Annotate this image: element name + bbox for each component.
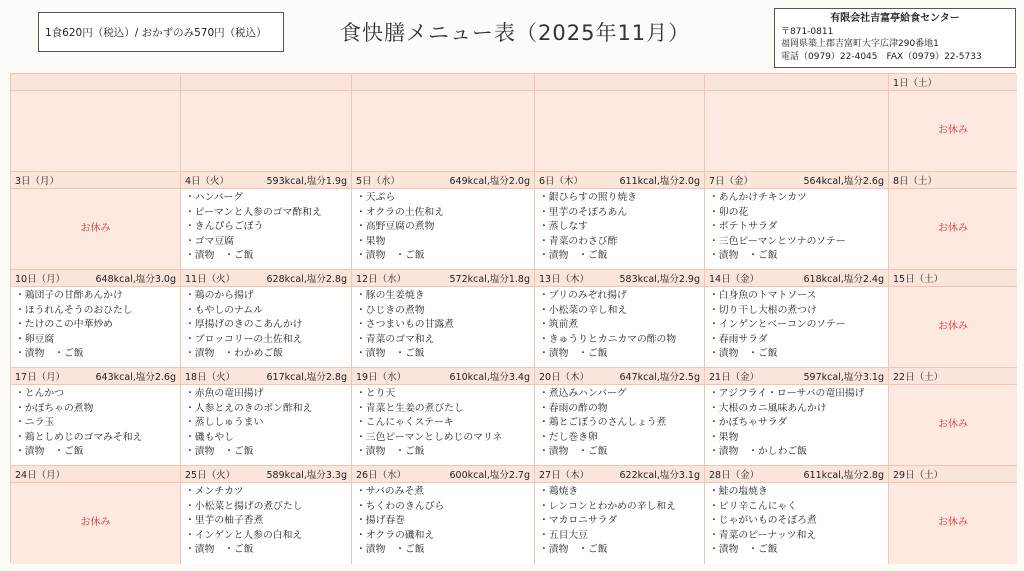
day-cell [889,172,1017,270]
day-header [11,172,180,189]
day-date: 5日（水） [356,176,401,187]
day-date: 17日（月） [15,372,66,383]
day-cell [181,74,352,172]
menu-item: ・ハンバーグ [185,192,244,203]
holiday-label: お休み [80,222,111,234]
day-header [11,270,180,287]
day-nutrition: 618kcal,塩分2.4g [803,274,884,285]
day-date: 14日（金） [709,274,760,285]
day-header [181,368,351,385]
menu-item: ・漬物 ・かしわご飯 [709,446,807,457]
menu-list [352,287,534,367]
holiday-label: お休み [938,222,968,234]
day-nutrition: 583kcal,塩分2.9g [619,274,700,285]
menu-item: ・さつまいもの甘露煮 [356,319,454,330]
company-postal: 〒871-0811 [781,26,834,37]
menu-item: ・鮭の塩焼き [709,486,768,497]
menu-item: ・人参とえのきのポン酢和え [185,402,313,414]
menu-item: ・里芋の柚子香煮 [185,515,264,526]
menu-list [181,287,351,367]
menu-item: ・鶏とごぼうのさんしょう煮 [539,417,667,428]
day-cell [11,172,181,270]
menu-item: ・蒸しなす [539,221,588,232]
menu-list [705,483,888,564]
day-header [181,466,351,483]
day-cell [535,466,705,564]
menu-item: ・漬物 ・ご飯 [185,544,254,555]
menu-item: ・高野豆腐の煮物 [356,221,435,232]
day-header [705,74,888,91]
day-header [889,172,1017,189]
menu-item: ・ポテトサラダ [709,221,778,232]
menu-item: ・五目大豆 [539,529,588,541]
day-date: 13日（木） [539,274,590,285]
day-cell [352,270,535,368]
price-box [38,12,284,52]
menu-item: ・漬物 ・ご飯 [15,446,84,457]
menu-list [535,483,704,564]
menu-item: ・レンコンとわかめの辛し和え [539,500,676,512]
menu-item: ・三色ピーマンとしめじのマリネ [356,431,503,443]
empty-day [11,91,180,171]
menu-item: ・ブリのみぞれ揚げ [539,290,627,301]
day-nutrition: 622kcal,塩分3.1g [619,470,700,481]
day-header [352,172,534,189]
menu-item: ・ピリ辛こんにゃく [709,500,797,512]
menu-item: ・きんぴらごぼう [185,221,264,232]
menu-list [181,385,351,465]
day-header [535,368,704,385]
holiday-label: お休み [938,124,968,136]
menu-item: ・春雨の酢の物 [539,402,608,414]
day-header [705,466,888,483]
menu-item: ・卯の花 [709,206,749,218]
menu-item: ・サバのみそ煮 [356,486,424,497]
day-date: 28日（金） [709,470,760,481]
day-header [705,172,888,189]
day-cell [705,172,889,270]
company-info [774,8,1016,68]
menu-item: ・磯もやし [185,431,234,443]
menu-item: ・ひじきの煮物 [356,304,425,316]
day-date: 29日（土） [893,470,944,481]
day-cell [705,74,889,172]
menu-item: ・卵豆腐 [15,333,55,345]
day-cell [889,74,1017,172]
holiday-label: お休み [80,517,111,529]
holiday-label: お休み [938,517,968,529]
menu-list [352,483,534,564]
day-nutrition: 610kcal,塩分3.4g [449,372,530,383]
menu-item: ・鶏団子の甘酢あんかけ [15,290,123,301]
day-cell [535,368,705,466]
empty-day [705,91,888,171]
day-date: 10日（月） [15,274,66,285]
menu-item: ・漬物 ・ご飯 [185,250,254,261]
day-date: 1日（土） [893,78,938,89]
menu-item: ・漬物 ・ご飯 [539,348,608,359]
menu-item: ・アジフライ・ローサバの竜田揚げ [709,388,865,399]
menu-item: ・天ぷら [356,192,396,203]
menu-item: ・赤魚の竜田揚げ [185,388,264,399]
day-date: 12日（水） [356,274,407,285]
day-cell [535,270,705,368]
menu-item: ・小松菜と揚げの煮びたし [185,500,303,512]
day-cell [705,270,889,368]
menu-item: ・春雨サラダ [709,333,768,345]
menu-item: ・揚げ春巻 [356,515,405,526]
menu-item: ・こんにゃくステーキ [356,417,454,428]
day-cell [535,172,705,270]
day-nutrition: 597kcal,塩分3.1g [803,372,884,383]
menu-item: ・里芋のそぼろあん [539,206,628,218]
menu-item: ・果物 [356,235,386,247]
menu-list [181,189,351,269]
company-phone: 電話（0979）22-4045 FAX（0979）22-5733 [781,51,982,62]
menu-list [705,189,888,269]
menu-item: ・ちくわのきんぴら [356,500,445,512]
holiday-box [889,483,1017,564]
day-date: 19日（水） [356,372,407,383]
day-cell [352,74,535,172]
day-date: 6日（木） [539,176,584,187]
menu-item: ・もやしのナムル [185,304,263,316]
menu-list [352,189,534,269]
price-text: 1食620円（税込）/ おかずのみ570円（税込） [45,26,267,39]
menu-item: ・漬物 ・ご飯 [15,348,84,359]
day-date: 18日（火） [185,372,236,383]
day-header [181,172,351,189]
day-date: 8日（土） [893,176,938,187]
menu-item: ・鶏のから揚げ [185,290,254,301]
day-header [889,270,1017,287]
day-cell [705,466,889,564]
holiday-box [11,189,180,269]
menu-item: ・あんかけチキンカツ [709,192,807,203]
day-header [352,270,534,287]
day-cell [889,270,1017,368]
day-cell [352,466,535,564]
day-header [889,466,1017,483]
menu-item: ・三色ピーマンとツナのソテー [709,235,846,247]
day-date: 15日（土） [893,274,944,285]
menu-item: ・ほうれんそうのおひたし [15,304,133,316]
menu-item: ・漬物 ・ご飯 [356,544,425,555]
menu-item: ・きゅうりとカニカマの酢の物 [539,333,677,345]
menu-item: ・漬物 ・ご飯 [709,544,778,555]
menu-item: ・漬物 ・ご飯 [539,250,608,261]
day-header [181,270,351,287]
menu-item: ・インゲンとベーコンのソテー [709,319,846,330]
day-cell [11,74,181,172]
menu-item: ・オクラの土佐和え [356,206,444,218]
holiday-label: お休み [938,418,968,430]
day-nutrition: 617kcal,塩分2.8g [266,372,347,383]
holiday-box [889,385,1017,465]
menu-item: ・漬物 ・ご飯 [709,250,778,261]
holiday-box [11,483,180,564]
menu-list [181,483,351,564]
menu-item: ・漬物 ・ご飯 [356,348,425,359]
day-header [11,368,180,385]
menu-item: ・オクラの磯和え [356,529,435,541]
menu-item: ・大根のカニ風味あんかけ [709,402,827,414]
day-header [352,466,534,483]
day-header [705,270,888,287]
menu-item: ・ブロッコリーの土佐和え [185,333,303,345]
menu-item: ・だし巻き卵 [539,431,598,443]
day-nutrition: 628kcal,塩分2.8g [266,274,347,285]
day-date: 4日（火） [185,176,230,187]
day-nutrition: 649kcal,塩分2.0g [449,176,530,187]
day-header [889,368,1017,385]
day-date: 25日（火） [185,470,236,481]
menu-item: ・漬物 ・ご飯 [539,446,608,457]
day-nutrition: 643kcal,塩分2.6g [95,372,176,383]
menu-item: ・インゲンと人参の白和え [185,529,303,541]
menu-list [11,385,180,465]
day-header [352,74,534,91]
day-header [181,74,351,91]
menu-item: ・豚の生姜焼き [356,290,425,301]
day-header [352,368,534,385]
menu-item: ・漬物 ・ご飯 [185,446,254,457]
menu-item: ・青菜のわさび酢 [539,235,618,247]
holiday-box [889,287,1017,367]
menu-item: ・銀ひらすの照り焼き [539,192,637,203]
day-nutrition: 564kcal,塩分2.6g [803,176,884,187]
day-nutrition: 648kcal,塩分3.0g [95,274,176,285]
day-cell [705,368,889,466]
menu-item: ・青菜のゴマ和え [356,333,435,345]
menu-item: ・鶏としめじのゴマみそ和え [15,431,143,443]
day-cell [11,466,181,564]
menu-item: ・メンチカツ [185,486,244,497]
menu-item: ・じゃがいものそぼろ煮 [709,515,817,526]
menu-list [535,189,704,269]
day-date: 22日（土） [893,372,944,383]
empty-day [181,91,351,171]
day-cell [181,368,352,466]
menu-item: ・ゴマ豆腐 [185,235,234,247]
menu-item: ・筑前煮 [539,319,579,330]
day-header [11,74,180,91]
empty-day [352,91,534,171]
day-cell [352,172,535,270]
day-header [535,172,704,189]
menu-item: ・漬物 ・ご飯 [539,544,608,555]
day-cell [181,270,352,368]
day-nutrition: 572kcal,塩分1.8g [449,274,530,285]
menu-item: ・厚揚げのきのこあんかけ [185,319,303,330]
day-nutrition: 611kcal,塩分2.8g [803,470,884,481]
day-date: 3日（月） [15,176,60,187]
menu-item: ・白身魚のトマトソース [709,290,817,301]
page-title: 食快膳メニュー表（2025年11月） [340,21,691,45]
menu-item: ・漬物 ・わかめご飯 [185,348,283,359]
menu-item: ・漬物 ・ご飯 [356,446,425,457]
empty-day [535,91,704,171]
company-name: 有限会社吉富亭給食センター [830,13,960,24]
day-header [11,466,180,483]
day-date: 11日（火） [185,274,236,285]
day-nutrition: 600kcal,塩分2.7g [449,470,530,481]
menu-item: ・果物 [709,431,739,443]
day-header [535,466,704,483]
day-cell [535,74,705,172]
day-cell [181,172,352,270]
menu-item: ・小松菜の辛し和え [539,304,628,316]
day-cell [11,270,181,368]
menu-list [535,287,704,367]
day-nutrition: 589kcal,塩分3.3g [266,470,347,481]
menu-list [705,385,888,465]
day-nutrition: 611kcal,塩分2.0g [619,176,700,187]
menu-list [705,287,888,367]
menu-item: ・マカロニサラダ [539,515,618,526]
day-cell [11,368,181,466]
day-header [535,74,704,91]
menu-item: ・かぼちゃサラダ [709,417,788,428]
day-date: 7日（金） [709,176,754,187]
day-cell [889,466,1017,564]
holiday-box [889,91,1017,171]
menu-item: ・とんかつ [15,388,64,399]
menu-item: ・煮込みハンバーグ [539,388,627,399]
menu-list [535,385,704,465]
day-header [889,74,1017,91]
menu-item: ・ニラ玉 [15,417,55,428]
menu-item: ・青菜と生姜の煮びたし [356,402,464,414]
day-header [705,368,888,385]
day-date: 26日（水） [356,470,407,481]
menu-item: ・鶏焼き [539,486,579,497]
menu-calendar [10,73,1016,563]
holiday-box [889,189,1017,269]
company-address: 福岡県築上郡吉富町大字広津290番地1 [781,39,939,49]
day-cell [352,368,535,466]
day-date: 20日（木） [539,372,590,383]
menu-item: ・漬物 ・ご飯 [356,250,425,261]
menu-list [11,287,180,367]
holiday-label: お休み [938,320,968,332]
day-nutrition: 593kcal,塩分1.9g [266,176,347,187]
menu-list [352,385,534,465]
menu-item: ・蒸ししゅうまい [185,417,264,428]
day-cell [181,466,352,564]
menu-item: ・青菜のピーナッツ和え [709,529,817,541]
menu-item: ・たけのこの中華炒め [15,319,113,330]
day-cell [889,368,1017,466]
menu-item: ・とり天 [356,388,396,399]
menu-item: ・漬物 ・ご飯 [709,348,778,359]
day-date: 24日（月） [15,470,66,481]
day-date: 27日（木） [539,470,590,481]
menu-item: ・かぼちゃの煮物 [15,402,94,414]
day-header [535,270,704,287]
menu-item: ・切り干し大根の煮つけ [709,304,817,316]
day-date: 21日（金） [709,372,760,383]
day-nutrition: 647kcal,塩分2.5g [619,372,700,383]
menu-item: ・ピーマンと人参のゴマ酢和え [185,206,322,218]
